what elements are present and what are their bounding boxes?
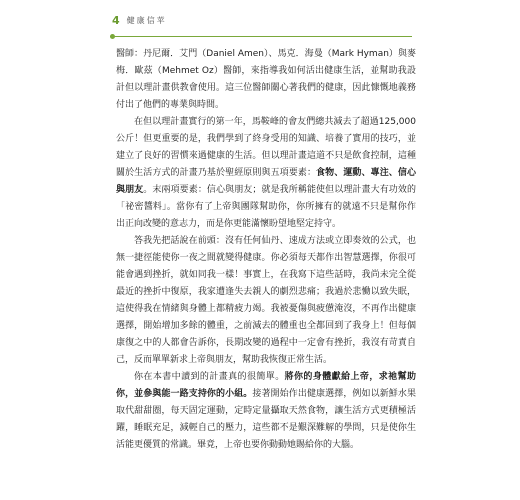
- paragraph-2-text-2: 。末兩項要素：信心與朋友；就是我所稱能使但以理計畫大有功效的「祕密醬料」。當你有了上帝與團隊幫助你，你所擁有的就遠不只是幫你作出正向改變的意志力，而是你更能滿懷盼望地堅定持守。: [116, 185, 416, 229]
- body-text: [116, 46, 416, 454]
- page-number: 4: [112, 14, 120, 27]
- paragraph-2-text-1: 在但以理計畫實行的第一年，馬鞍峰的會友們總共減去了超過125,000公斤！但更重要的是，我們學到了終身受用的知識、培養了實用的技巧，並建立了良好的習慣來過健康的生活。但以理計畫這道不只是飲食控制，這種關於生活方式的計畫乃基於聖經原則與五項要素：: [116, 117, 416, 178]
- paragraph-3: [116, 233, 416, 369]
- paragraph-4-text-2: 接著開始作出健康選擇，例如以新鮮水果取代甜甜圈，每天固定運動，定時定量攝取天然食物，讓生活方式更積極活躍，睡眠充足，減輕自己的壓力，這些都不是艱深難解的學問，只是使你生活能更優質的常識。畢竟，上帝也要你動動她賜給你的大腦。: [116, 389, 416, 450]
- paragraph-4-text-1: 你在本書中讀到的計畫真的很簡單。: [134, 372, 285, 382]
- plan-summary-emphasis: 將你的身體獻給上帝，求祂幫助你，並參與能一路支持你的小組。: [116, 372, 416, 399]
- paragraph-3-text: 答我先把話說在前頭：沒有任何仙丹、速成方法或立即奏效的公式，也無一捷徑能使你一夜之間就變得健康。你必須每天都作出智慧選擇，你很可能會遇到挫折，就如同我一樣！事實上，在我寫下這些話時，我尚未完全從最近的挫折中復原，我家遭逢失去親人的劇烈悲痛；我過於悲慟以致失眠，這使得我在情緒與身體上都精疲力竭。我被憂傷與疲憊淹沒，不再作出健康選擇，開始增加多餘的體重，之前減去的體重也全都回到了我身上！但每個康復之中的人都會告訴你，長期改變的過程中一定會有挫折，我沒有苛責自己，反而單單新求上帝與朋友，幫助我恢復正常生活。: [116, 236, 416, 365]
- paragraph-1: [116, 46, 416, 114]
- header-rule: [110, 36, 412, 37]
- paragraph-2: [116, 114, 416, 233]
- paragraph-4: [116, 369, 416, 454]
- paragraph-1-text: 醫師：丹尼爾．艾門（Daniel Amen）、馬克．海曼（Mark Hyman）與麥梅．歐茲（Mehmet Oz）醫師，來指導我如何活出健康生活，並幫助我設計但以理計畫供教會使用。這三位醫師關心著我們的健康，因此慷慨地義務付出了他們的專業與時間。: [116, 49, 416, 110]
- five-elements-emphasis: 食物、運動、專注、信心與朋友: [116, 168, 416, 195]
- running-title: 健康信苹: [126, 16, 167, 25]
- page-header: [112, 14, 167, 27]
